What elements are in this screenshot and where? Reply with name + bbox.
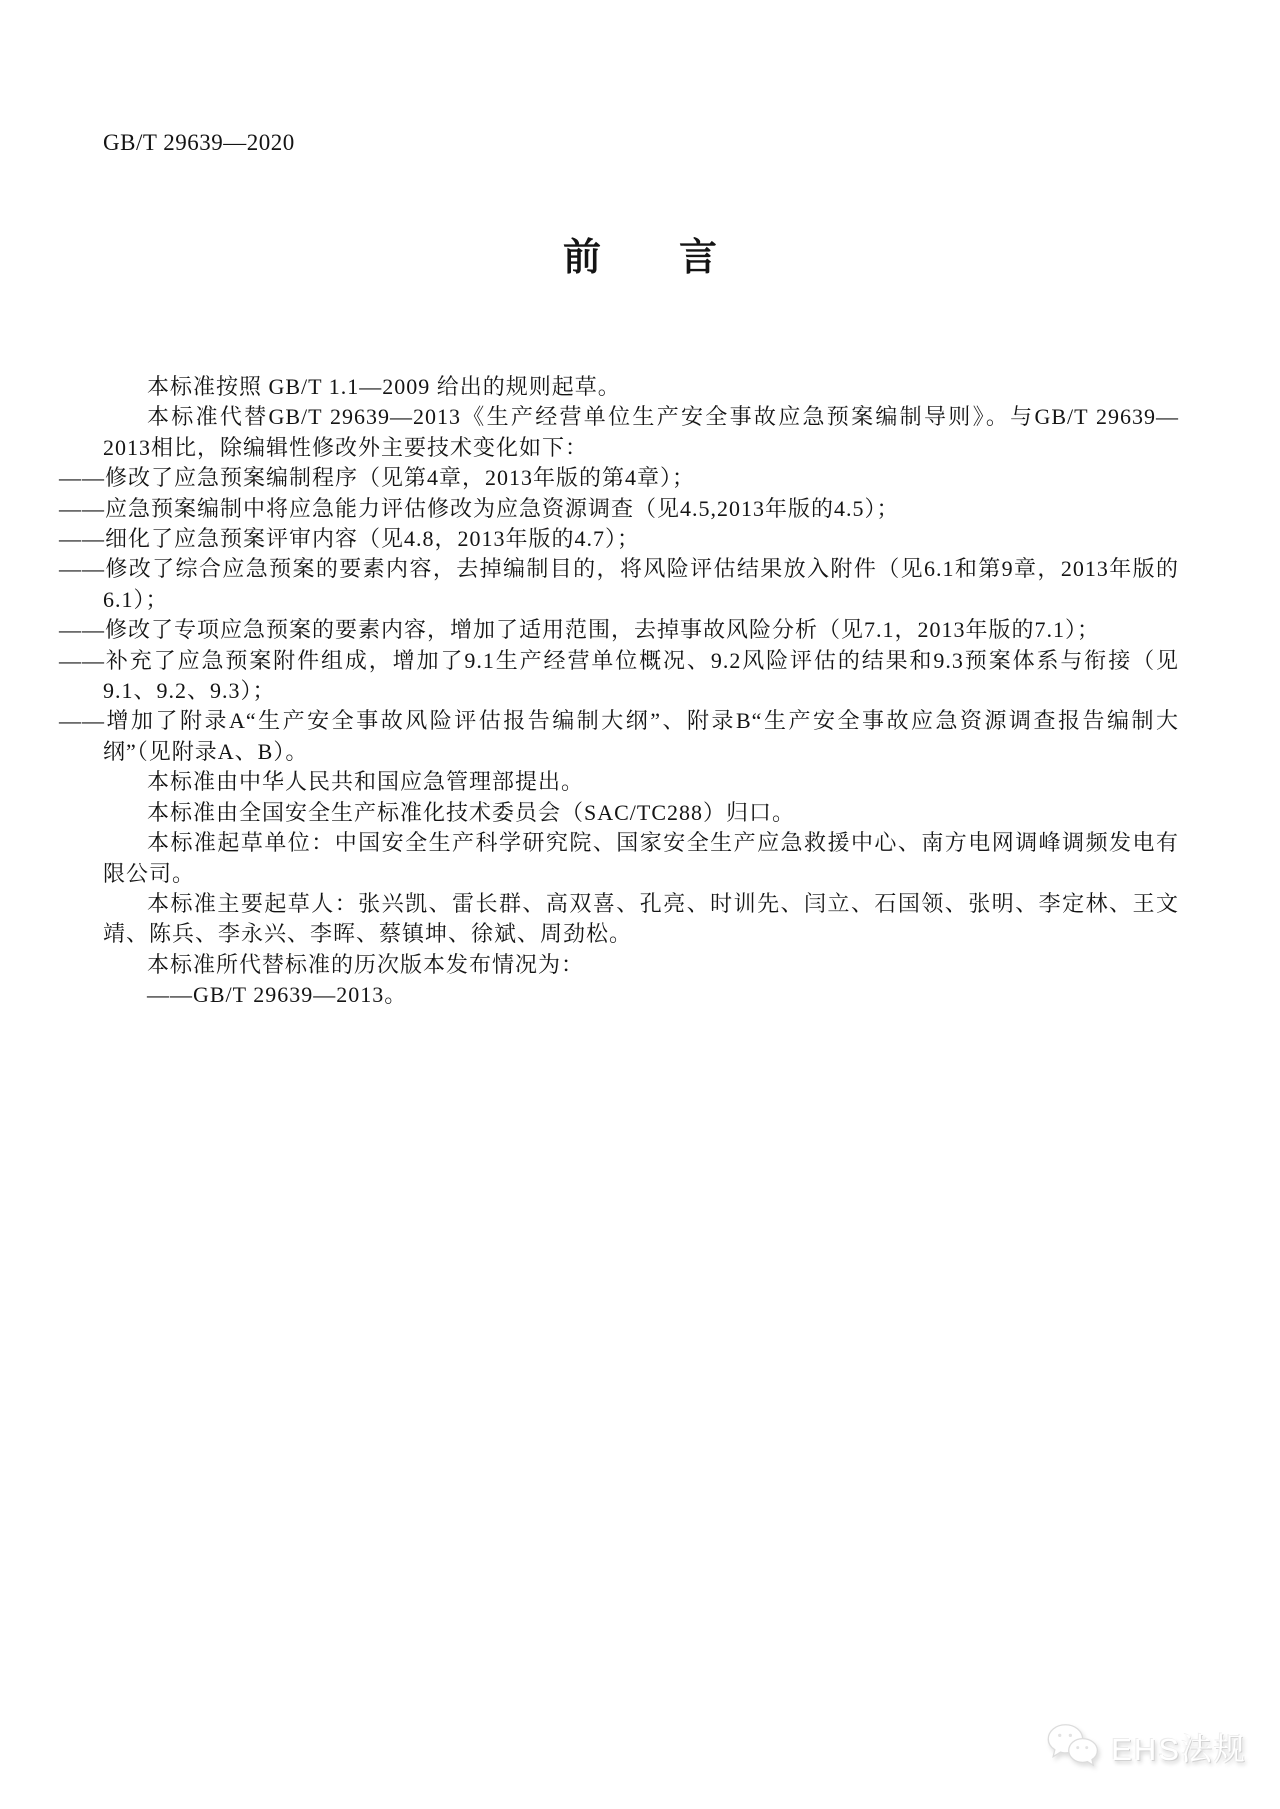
title-char-first: 前 [562,237,601,279]
change-item-5: ——修改了专项应急预案的要素内容，增加了适用范围，去掉事故风险分析（见7.1，2013年版的7.1）； [59,617,1101,643]
para-drafting-organizations: 本标准起草单位：中国安全生产科学研究院、国家安全生产应急救援中心、南方电网调峰调频发电有限公司。 [103,830,1179,886]
para-version-history-intro: 本标准所代替标准的历次版本发布情况为： [147,951,585,977]
standard-number: GB/T 29639—2020 [103,130,295,155]
foreword-body [59,372,1179,1011]
para-version-history-item: ——GB/T 29639—2013。 [147,982,408,1008]
watermark-label: EHS法规 [1111,1731,1247,1767]
para-replacement-note: 本标准代替GB/T 29639—2013《生产经营单位生产安全事故应急预案编制导则》。与GB/T 29639—2013相比，除编辑性修改外主要技术变化如下： [103,404,1179,460]
watermark [1045,1722,1247,1770]
para-drafting-rule: 本标准按照 GB/T 1.1—2009 给出的规则起草。 [147,374,621,399]
page-title [0,236,1280,282]
change-item-6: ——补充了应急预案附件组成，增加了9.1生产经营单位概况、9.2风险评估的结果和9.3预案体系与衔接（见9.1、9.2、9.3）； [59,647,1179,704]
title-char-second: 言 [679,237,718,279]
para-centralized-by: 本标准由全国安全生产标准化技术委员会（SAC/TC288）归口。 [147,799,796,825]
para-main-drafters: 本标准主要起草人：张兴凯、雷长群、高双喜、孔亮、时训先、闫立、石国领、张明、李定林、王文靖、陈兵、李永兴、李晖、蔡镇坤、徐斌、周劲松。 [103,890,1179,947]
change-item-1: ——修改了应急预案编制程序（见第4章，2013年版的第4章）； [59,465,696,491]
change-item-4: ——修改了综合应急预案的要素内容，去掉编制目的，将风险评估结果放入附件（见6.1和第9章，2013年版的6.1）； [59,556,1179,612]
change-item-3: ——细化了应急预案评审内容（见4.8，2013年版的4.7）； [59,526,641,552]
para-proposed-by: 本标准由中华人民共和国应急管理部提出。 [147,769,585,795]
chat-bubbles-icon [1045,1722,1099,1770]
change-item-7: ——增加了附录A“生产安全事故风险评估报告编制大纲”、附录B“生产安全事故应急资源调查报告编制大纲”（见附录A、B）。 [59,708,1179,764]
change-item-2: ——应急预案编制中将应急能力评估修改为应急资源调查（见4.5,2013年版的4.5）； [59,495,900,521]
